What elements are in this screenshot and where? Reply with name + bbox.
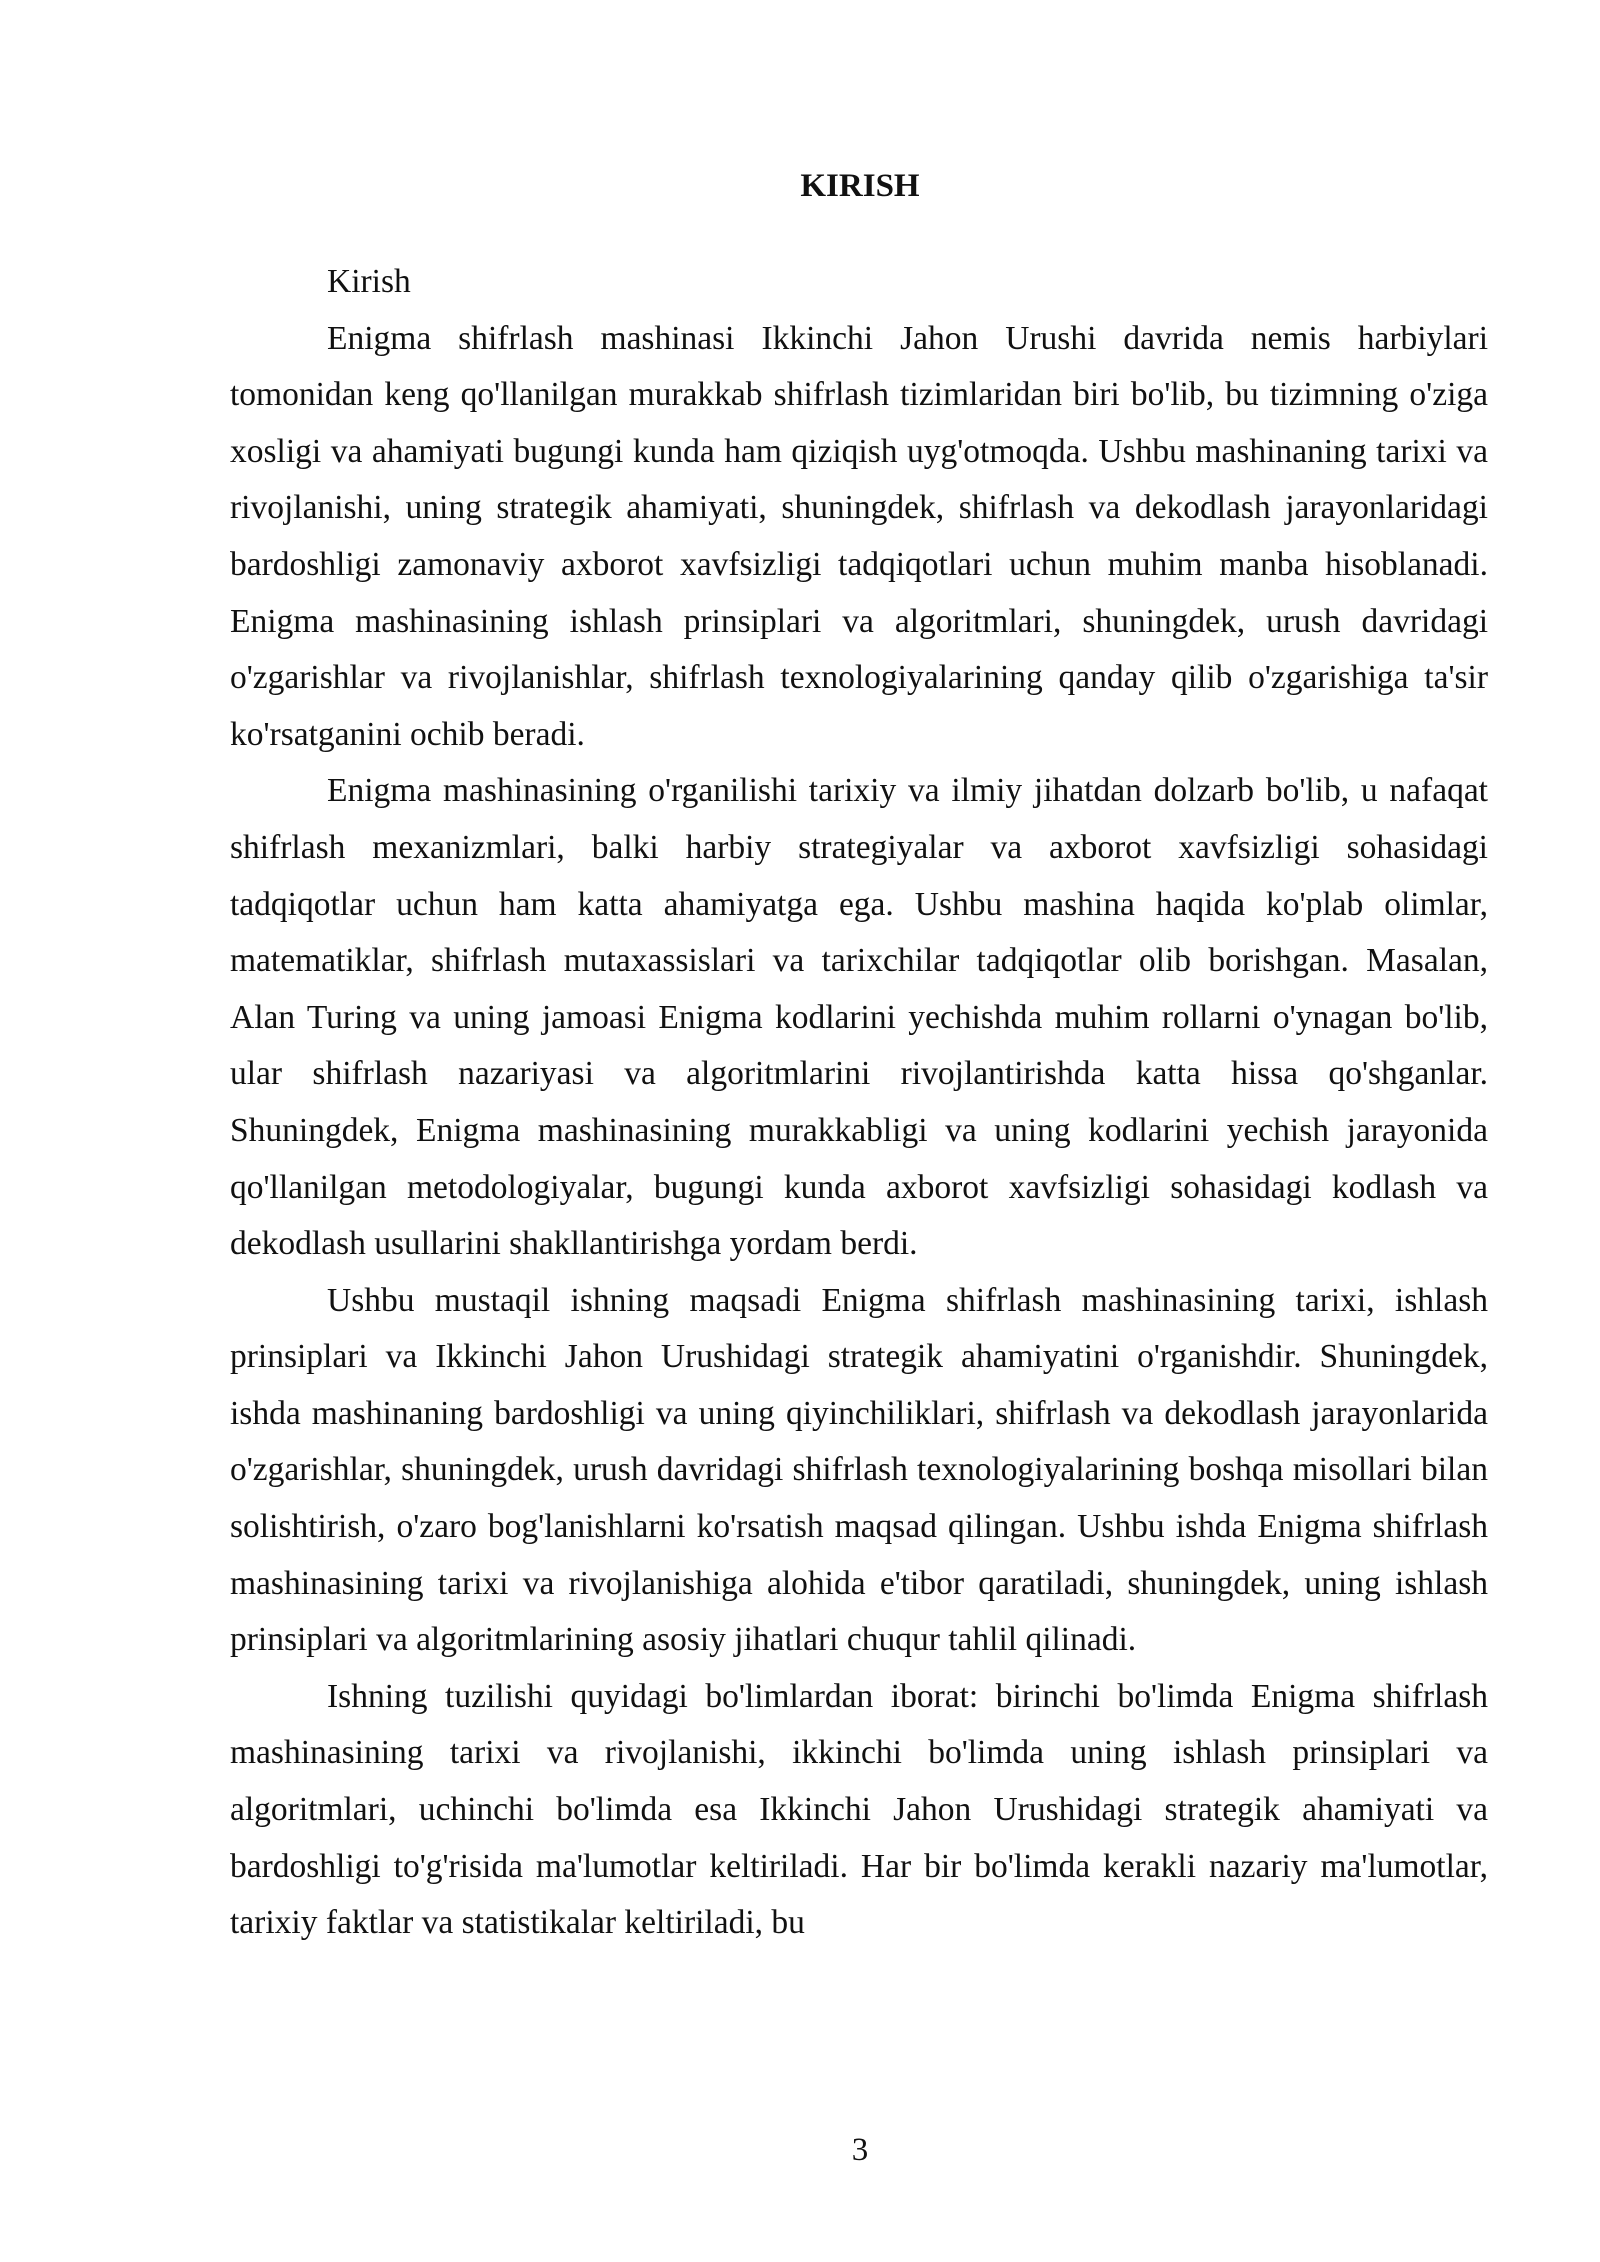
paragraph-3: Ushbu mustaqil ishning maqsadi Enigma shifrlash mashinasining tarixi, ishlash prinsiplari va Ikkinchi Jahon Urushidagi strategik ahamiyatini o'rganishdir. Shuningdek, ishda mashinaning bardoshligi va uning qiyinchiliklari, shifrlash va dekodlash jarayonlarida o'zgarishlar, shuningdek, urush davridagi shifrlash texnologiyalarining boshqa misollari bilan solishtirish, o'zaro bog'lanishlarni ko'rsatish maqsad qilingan. Ushbu ishda Enigma shifrlash mashinasining tarixi va rivojlanishiga alohida e'tibor qaratiladi, shuningdek, uning ishlash prinsiplari va algoritmlarining asosiy jihatlari chuqur tahlil qilinadi.: [230, 1281, 1488, 1659]
paragraph-4: Ishning tuzilishi quyidagi bo'limlardan iborat: birinchi bo'limda Enigma shifrlash mashinasining tarixi va rivojlanishi, ikkinchi bo'limda uning ishlash prinsiplari va algoritmlari, uchinchi bo'limda esa Ikkinchi Jahon Urushidagi strategik ahamiyati va bardoshligi to'g'risida ma'lumotlar keltiriladi. Har bir bo'limda kerakli nazariy ma'lumotlar, tarixiy faktlar va statistikalar keltiriladi, bu: [230, 1677, 1488, 1942]
section-subheading: Kirish: [327, 263, 411, 300]
paragraph-1: Enigma shifrlash mashinasi Ikkinchi Jahon Urushi davrida nemis harbiylari tomonidan keng qo'llanilgan murakkab shifrlash tizimlaridan biri bo'lib, bu tizimning o'ziga xosligi va ahamiyati bugungi kunda ham qiziqish uyg'otmoqda. Ushbu mashinaning tarixi va rivojlanishi, uning strategik ahamiyati, shuningdek, shifrlash va dekodlash jarayonlaridagi bardoshligi zamonaviy axborot xavfsizligi tadqiqotlari uchun muhim manba hisoblanadi. Enigma mashinasining ishlash prinsiplari va algoritmlari, shuningdek, urush davridagi o'zgarishlar va rivojlanishlar, shifrlash texnologiyalarining qanday qilib o'zgarishiga ta'sir ko'rsatganini ochib beradi.: [230, 319, 1488, 753]
page-title: KIRISH: [800, 168, 920, 204]
document-body: [230, 254, 1488, 1952]
page-number: 3: [851, 2132, 869, 2168]
paragraph-2: Enigma mashinasining o'rganilishi tarixiy va ilmiy jihatdan dolzarb bo'lib, u nafaqat shifrlash mexanizmlari, balki harbiy strategiyalar va axborot xavfsizligi sohasidagi tadqiqotlar uchun ham katta ahamiyatga ega. Ushbu mashina haqida ko'plab olimlar, matematiklar, shifrlash mutaxassislari va tarixchilar tadqiqotlar olib borishgan. Masalan, Alan Turing va uning jamoasi Enigma kodlarini yechishda muhim rollarni o'ynagan bo'lib, ular shifrlash nazariyasi va algoritmlarini rivojlantirishda katta hissa qo'shganlar. Shuningdek, Enigma mashinasining murakkabligi va uning kodlarini yechish jarayonida qo'llanilgan metodologiyalar, bugungi kunda axborot xavfsizligi sohasidagi kodlash va dekodlash usullarini shakllantirishga yordam berdi.: [230, 772, 1488, 1263]
